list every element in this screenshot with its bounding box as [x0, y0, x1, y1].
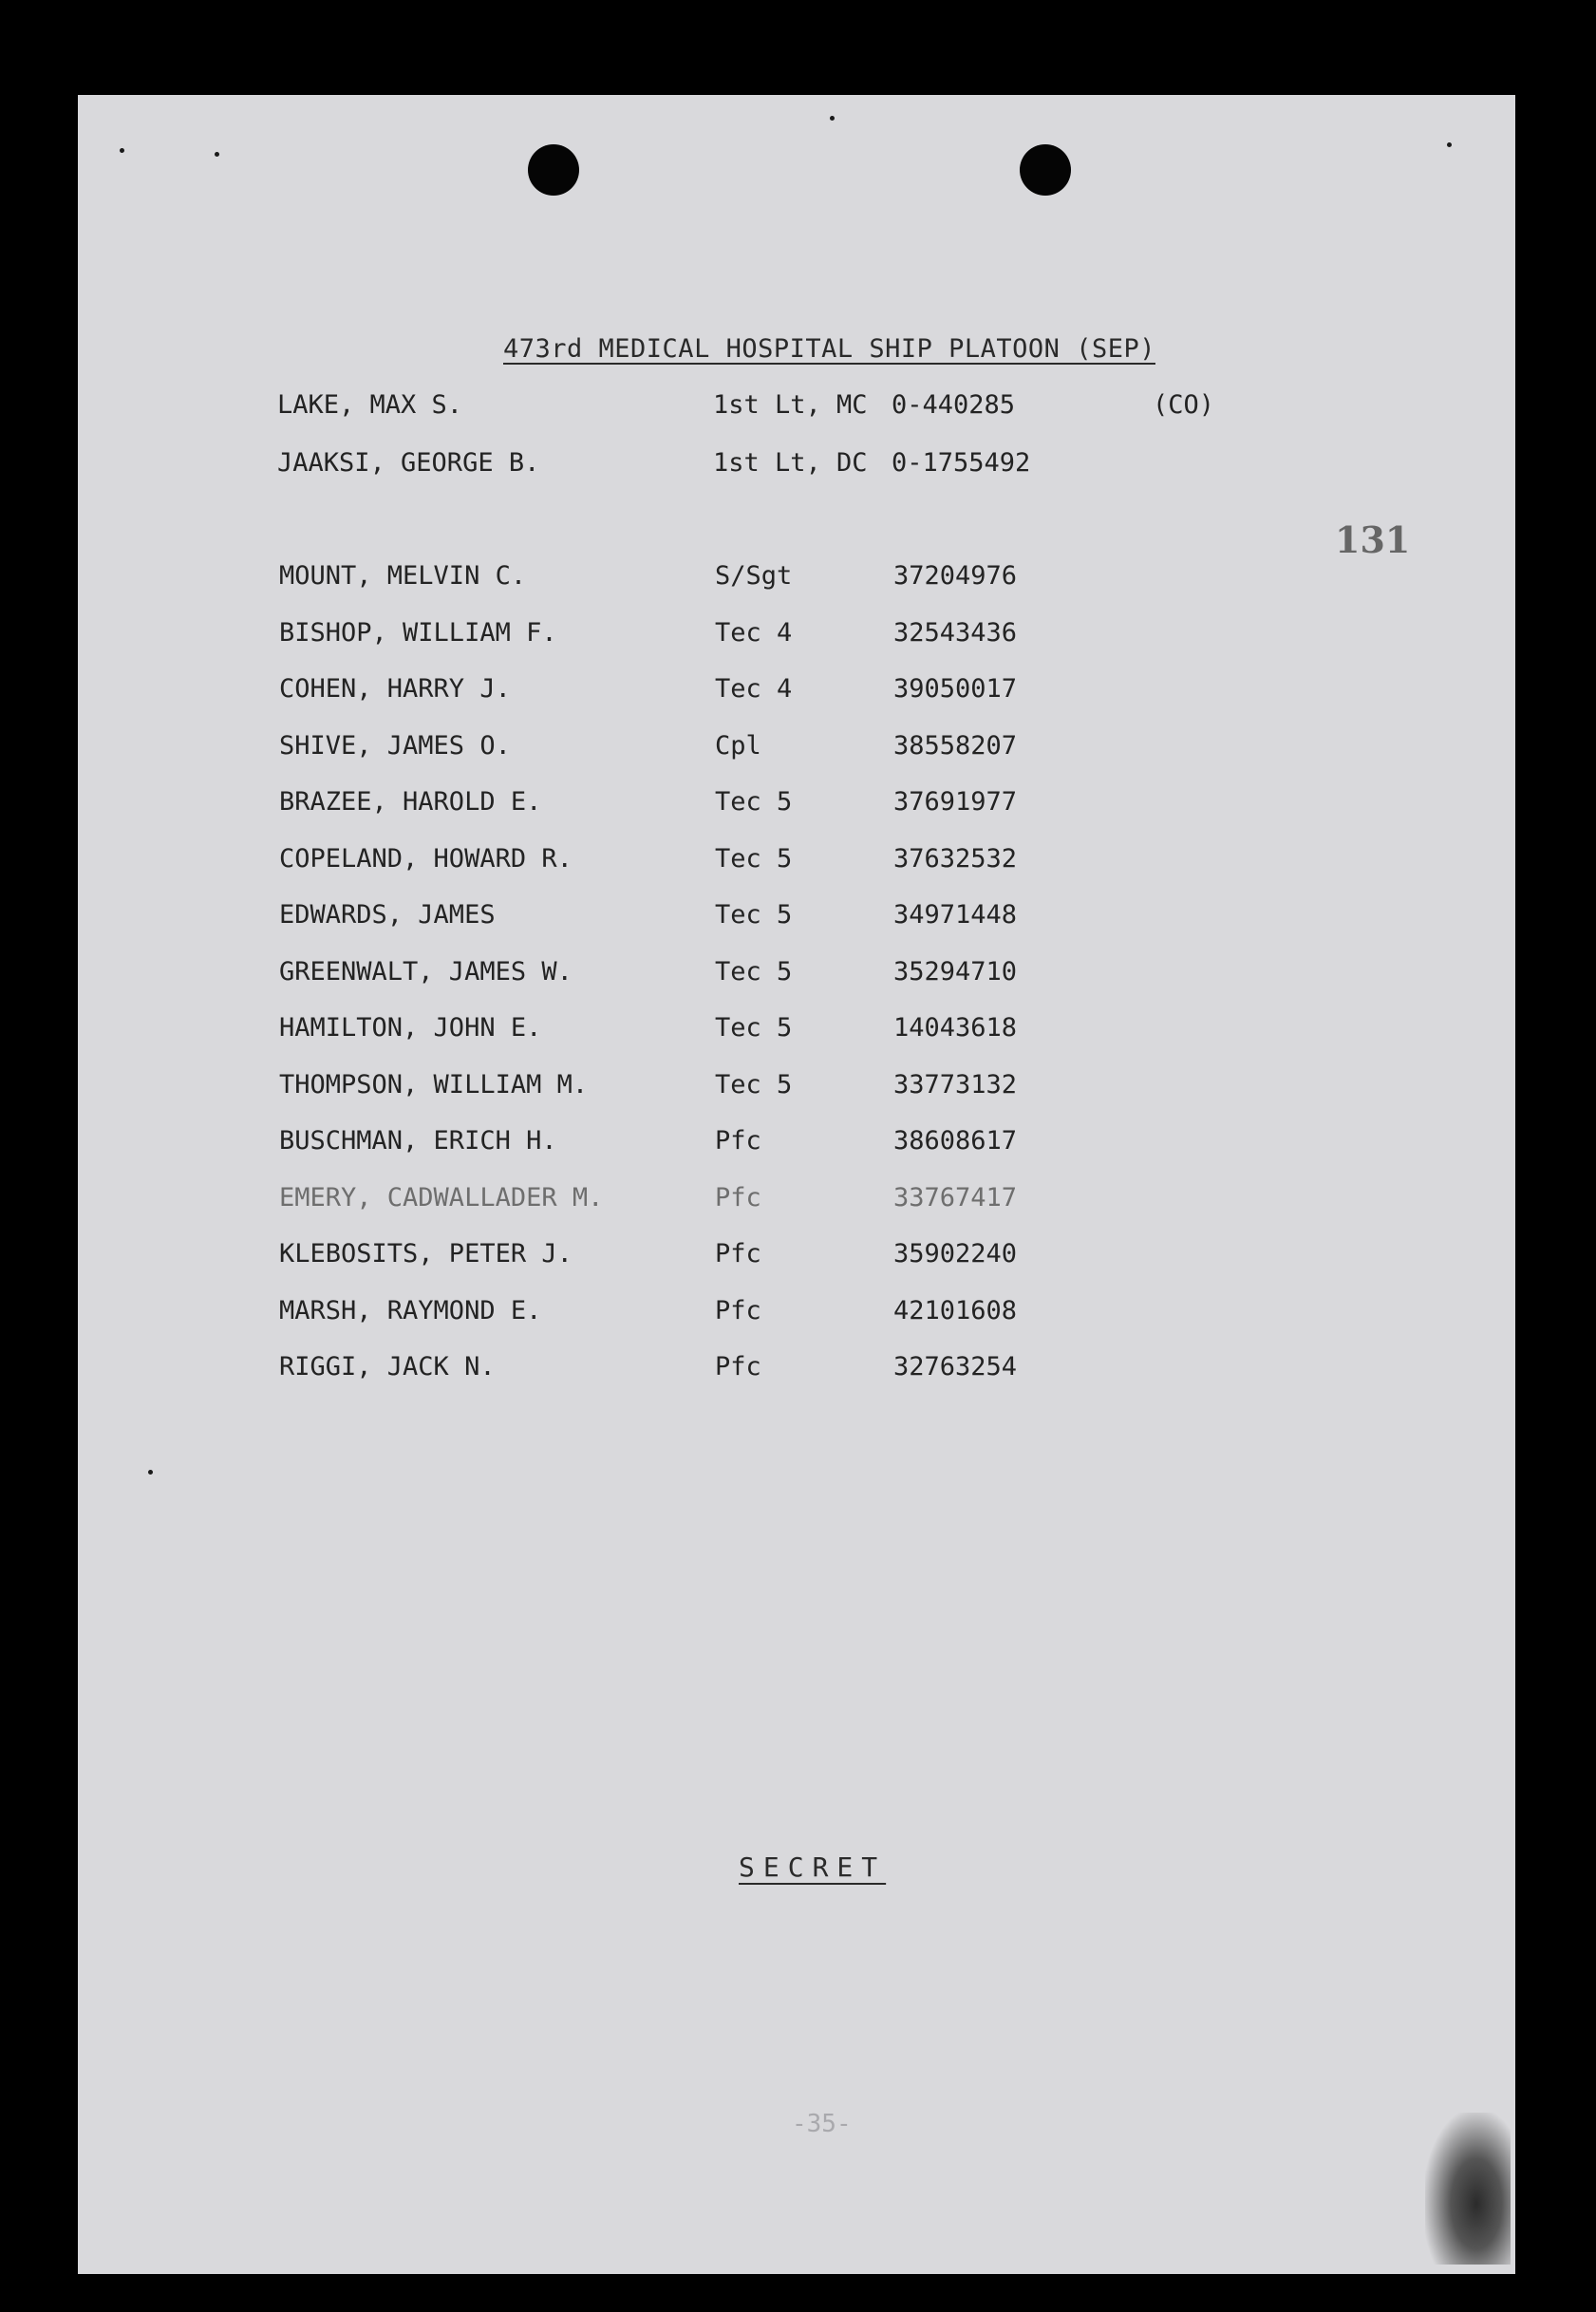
- member-serial: 38558207: [893, 731, 1018, 761]
- document-title: 473rd MEDICAL HOSPITAL SHIP PLATOON (SEP): [503, 334, 1155, 364]
- member-serial: 0-1755492: [892, 448, 1031, 478]
- member-rank: Pfc: [715, 1183, 761, 1212]
- member-serial: 39050017: [893, 674, 1018, 704]
- member-name: BUSCHMAN, ERICH H.: [279, 1126, 557, 1156]
- member-rank: Pfc: [715, 1352, 761, 1382]
- member-rank: Tec 5: [715, 787, 793, 817]
- member-name: THOMPSON, WILLIAM M.: [279, 1070, 589, 1100]
- member-rank: Tec 5: [715, 900, 793, 930]
- member-serial: 32763254: [893, 1352, 1018, 1382]
- member-rank: Tec 5: [715, 1070, 793, 1100]
- member-rank: Pfc: [715, 1126, 761, 1156]
- member-serial: 34971448: [893, 900, 1018, 930]
- member-serial: 32543436: [893, 618, 1018, 648]
- member-note: (CO): [1153, 390, 1215, 420]
- member-serial: 35902240: [893, 1239, 1018, 1269]
- member-serial: 35294710: [893, 957, 1018, 987]
- member-serial: 37632532: [893, 844, 1018, 874]
- member-serial: 14043618: [893, 1013, 1018, 1043]
- member-name: RIGGI, JACK N.: [279, 1352, 496, 1382]
- member-rank: Tec 5: [715, 1013, 793, 1043]
- member-serial: 0-440285: [892, 390, 1016, 420]
- member-rank: S/Sgt: [715, 561, 793, 591]
- member-name: KLEBOSITS, PETER J.: [279, 1239, 573, 1269]
- member-name: EDWARDS, JAMES: [279, 900, 496, 930]
- member-name: BRAZEE, HAROLD E.: [279, 787, 542, 817]
- member-serial: 33767417: [893, 1183, 1018, 1212]
- member-name: GREENWALT, JAMES W.: [279, 957, 573, 987]
- scan-smudge: [1425, 2113, 1511, 2265]
- member-rank: Pfc: [715, 1239, 761, 1269]
- member-name: SHIVE, JAMES O.: [279, 731, 511, 761]
- member-rank: Pfc: [715, 1296, 761, 1325]
- member-rank: Tec 4: [715, 618, 793, 648]
- member-rank: Cpl: [715, 731, 761, 761]
- member-name: MARSH, RAYMOND E.: [279, 1296, 542, 1325]
- classification-marking: SECRET: [739, 1851, 887, 1883]
- member-serial: 38608617: [893, 1126, 1018, 1156]
- member-serial: 37204976: [893, 561, 1018, 591]
- page-number: 131: [1335, 518, 1411, 561]
- member-serial: 42101608: [893, 1296, 1018, 1325]
- member-serial: 33773132: [893, 1070, 1018, 1100]
- member-name: JAAKSI, GEORGE B.: [277, 448, 540, 478]
- member-name: LAKE, MAX S.: [277, 390, 463, 420]
- member-rank: Tec 5: [715, 844, 793, 874]
- member-rank: Tec 5: [715, 957, 793, 987]
- member-serial: 37691977: [893, 787, 1018, 817]
- bleed-through-text: -35-: [792, 2110, 852, 2138]
- member-name: MOUNT, MELVIN C.: [279, 561, 527, 591]
- member-name: BISHOP, WILLIAM F.: [279, 618, 557, 648]
- member-rank: Tec 4: [715, 674, 793, 704]
- member-name: COPELAND, HOWARD R.: [279, 844, 573, 874]
- member-name: EMERY, CADWALLADER M.: [279, 1183, 604, 1212]
- member-rank: 1st Lt, DC: [713, 448, 868, 478]
- member-rank: 1st Lt, MC: [713, 390, 868, 420]
- member-name: COHEN, HARRY J.: [279, 674, 511, 704]
- member-name: HAMILTON, JOHN E.: [279, 1013, 542, 1043]
